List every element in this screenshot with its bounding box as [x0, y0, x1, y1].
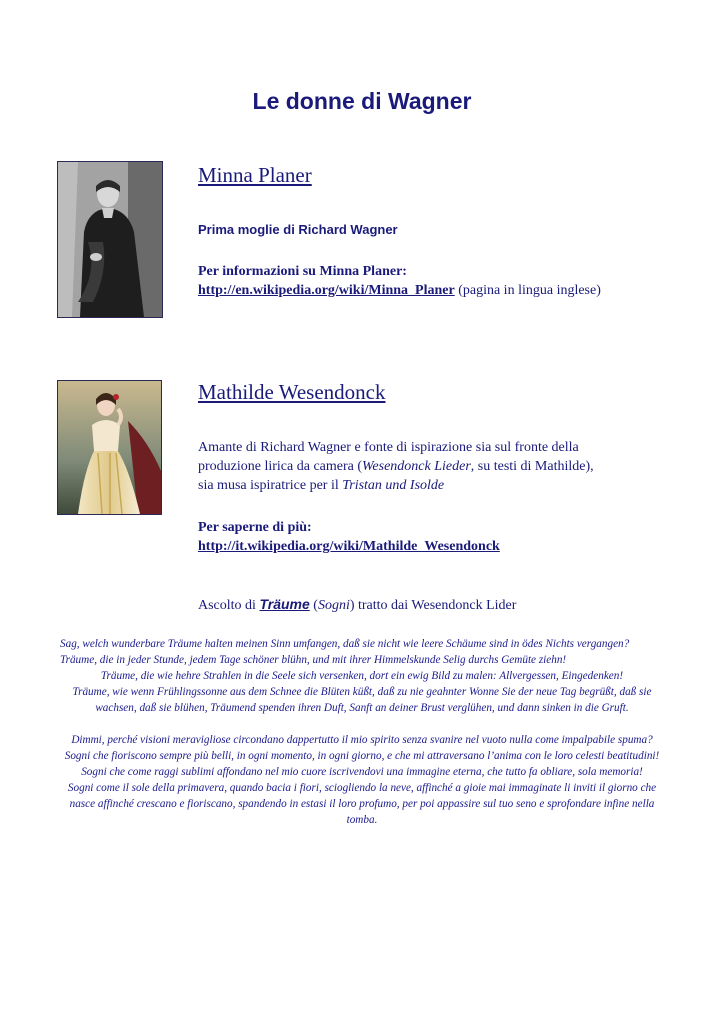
listen-prefix: Ascolto di [198, 598, 260, 613]
poem [60, 636, 664, 828]
minna-planer-portrait [57, 161, 163, 318]
poem-german-stanza-2: Träume, die wie hehre Strahlen in die Seele sich versenken, dort ein ewig Bild zu malen: Allvergessen, Eingedenken! [100, 670, 624, 682]
poem-italian-stanza-1: Dimmi, perché visioni meravigliose circondano dappertutto il mio spirito senza svanire nel vuoto nulla come impalpabile spuma? [71, 734, 653, 746]
minna-wikipedia-link[interactable]: http://en.wikipedia.org/wiki/Minna_Planer [198, 283, 455, 298]
listen-paren: ( [309, 598, 318, 613]
tristan-title: Tristan und Isolde [342, 478, 445, 493]
poem-german-stanza-3: Träume, wie wenn Frühlingssonne aus dem Schnee die Blüten küßt, daß zu nie geahnter Wonne Sie der neue Tag begrüßt, daß sie wachsen, daß sie blühen, Träumend spenden ihren Duft, Sanft an deiner Brust verglühen, und dann sinken in die Gruft. [72, 686, 652, 714]
wesendonck-lieder-title: Wesendonck Lieder [362, 459, 471, 474]
listen-suffix: ) tratto dai Wesendonck Lider [349, 598, 517, 613]
mathilde-more-label: Per saperne di più: [198, 520, 312, 535]
page-title: Le donne di Wagner [252, 88, 472, 114]
minna-link-note: (pagina in lingua inglese) [458, 283, 601, 298]
desc-text: , su testi di Mathilde), [470, 459, 594, 474]
minna-planer-heading[interactable]: Minna Planer [198, 163, 312, 187]
minna-subtitle: Prima moglie di Richard Wagner [198, 222, 398, 237]
mathilde-description [198, 438, 594, 495]
poem-italian-stanza-3: Sogni che come raggi sublimi affondano nel mio cuore iscrivendovi una immagine eterna, che tutto fa obliare, sola memoria! [81, 766, 643, 778]
minna-info-label: Per informazioni su Minna Planer: [198, 264, 407, 279]
poem-spacer [60, 716, 664, 732]
poem-italian-stanza-2: Sogni che fioriscono sempre più belli, in ogni momento, in ogni giorno, e che mi attraversano l’anima con le loro celesti beatitudini! [64, 750, 660, 762]
mathilde-desc-line-2 [198, 457, 594, 476]
mathilde-more-block [198, 518, 500, 556]
poem-german-stanza-1: Sag, welch wunderbare Träume halten meinen Sinn umfangen, daß sie nicht wie leere Schäume sind in ödes Nichts vergangen? Träume, die in jeder Stunde, jedem Tage schöner blühn, und mit ihrer Himmelskunde Selig durchs Gemüte ziehn! [60, 638, 630, 666]
listen-line [198, 596, 516, 614]
mathilde-wikipedia-link[interactable]: http://it.wikipedia.org/wiki/Mathilde_Wesendonck [198, 539, 500, 554]
mathilde-wesendonck-portrait [57, 380, 162, 515]
desc-text: produzione lirica da camera ( [198, 459, 363, 474]
minna-info-block [198, 262, 601, 300]
poem-italian-stanza-4: Sogni come il sole della primavera, quando bacia i fiori, sciogliendo la neve, affinché a gioie mai immaginate li inviti il giorno che nasce affinché crescano e fioriscano, spandendo in estasi il loro profumo, per poi appassire sul tuo seno e sprofondare infine nella tomba. [67, 782, 657, 826]
traeume-link[interactable]: Träume [259, 596, 310, 612]
mathilde-desc-line-1: Amante di Richard Wagner e fonte di ispirazione sia sul fronte della [198, 440, 579, 455]
mathilde-wesendonck-heading[interactable]: Mathilde Wesendonck [198, 380, 386, 404]
mathilde-desc-line-3 [198, 476, 594, 495]
desc-text: sia musa ispiratrice per il [198, 478, 343, 493]
listen-translation: Sogni [317, 598, 350, 613]
